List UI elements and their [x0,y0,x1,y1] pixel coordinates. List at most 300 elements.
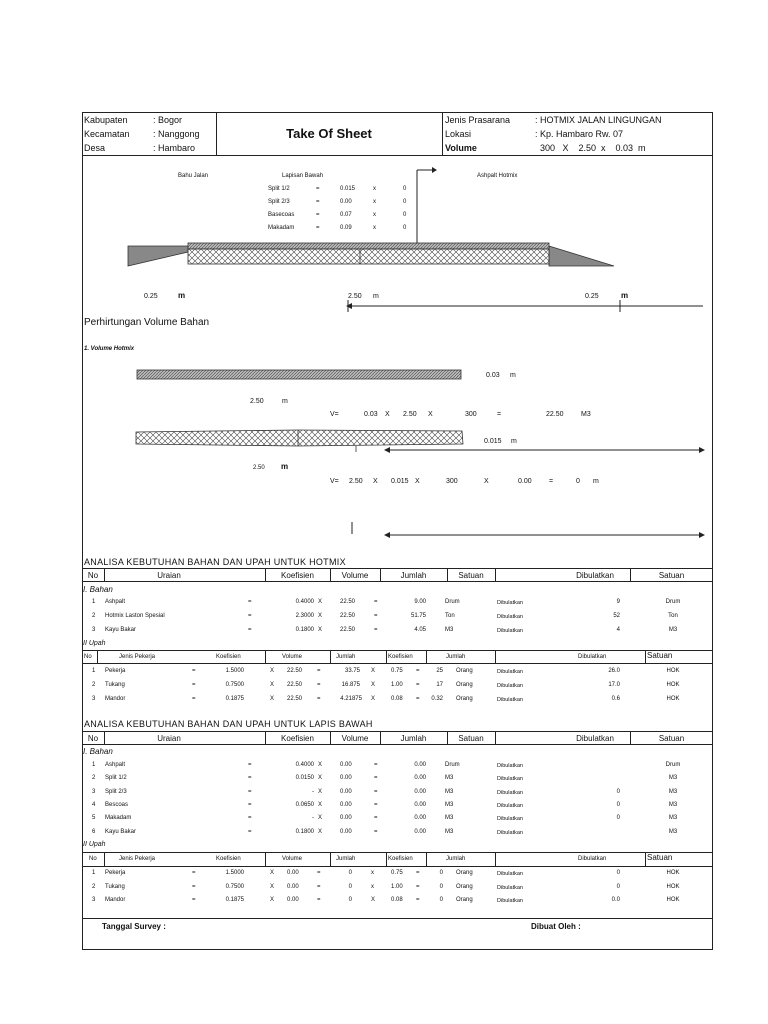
row-vol: 0.00 [340,815,352,822]
rule [495,731,496,744]
row-koef2: 0.08 [391,897,403,903]
rule [82,731,713,732]
row-eq: = [416,870,420,876]
row-koef: 0.7500 [225,682,244,688]
row-eq: = [374,599,378,605]
row-vol: 22.50 [340,613,356,619]
col-header: Uraian [157,734,181,743]
width-1-unit: m [282,398,288,405]
col-header: Jumlah [446,856,466,862]
col-header: Jumlah [400,734,427,743]
row-no: 4 [92,801,96,808]
row-jumlah2: 17 [436,682,443,688]
row-no: 6 [92,828,96,835]
row-satuan2: M3 [668,828,678,835]
row-jumlah: 0.00 [414,762,426,768]
row-jumlah: 9.00 [414,599,426,605]
row-no: 1 [92,762,96,768]
layer-name: Split 1/2 [268,186,290,192]
row-no: 2 [92,775,96,782]
bahan-label: I. Bahan [83,747,113,756]
row-satuan: Orang [456,870,473,876]
col-header: Volume [282,856,303,862]
row-dibulatkan: Dibulatkan [497,802,523,809]
row-dibulatkan: Dibulatkan [497,628,523,634]
row-vol: 0.00 [287,870,299,876]
row-rounded: 9 [616,599,620,605]
row-x: X [318,815,323,822]
row-koef2: 0.75 [391,668,403,674]
width-2-unit: m [281,462,289,471]
dim-right: 0.25 [585,293,599,300]
rule [330,852,331,866]
row-jumlah: 0 [348,883,352,890]
row-eq: = [192,696,196,702]
row-dibulatkan: Dibulatkan [497,898,523,904]
row-eq: = [248,775,252,782]
row-name: Mandor [105,897,126,903]
row-jumlah: 4.05 [414,627,426,633]
row-x: X [318,788,323,795]
layer-x: x [373,225,376,231]
row-eq: = [248,627,252,633]
col-header: Koefisien [281,734,314,743]
rule [82,744,713,745]
dim-mid: 2.50 [348,293,362,300]
row-satuan: M3 [445,815,454,822]
rule [645,852,646,866]
row-name: Split 1/2 [105,775,127,782]
row-vol: 22.50 [287,682,303,688]
rule [82,581,713,582]
row-jumlah2: 0 [439,870,443,876]
row-name: Ashpalt [105,762,126,768]
layer-eq: = [316,199,320,205]
col-header: Volume [341,734,369,743]
row-satuan2: Drum [665,762,681,768]
row-eq: = [317,668,321,674]
row-satuan: M3 [445,801,454,808]
row-koef: 0.0150 [295,775,314,782]
calc-term: X [373,478,378,485]
row-koef2: 1.00 [391,682,403,688]
kabupaten-value: : Bogor [153,115,183,125]
row-eq: = [416,883,420,890]
col-header: Dibulatkan [576,571,614,580]
row-vol: 22.50 [340,627,356,633]
row-rounded: 26.0 [608,668,620,674]
row-name: Makadam [105,815,132,822]
row-no: 2 [92,613,96,619]
row-eq: = [416,696,420,702]
row-vol: 0.00 [340,762,352,768]
row-no: 3 [92,696,96,702]
col-header: Koefisien [216,856,241,862]
row-x: X [318,762,323,768]
rule [330,650,331,663]
row-dibulatkan: Dibulatkan [497,669,523,675]
row-satuan: M3 [445,828,454,835]
row-x: X [371,696,376,702]
row-jumlah: 0.00 [414,815,426,822]
row-rounded: 0 [616,788,620,795]
row-koef: 0.4000 [295,762,314,768]
col-header: Jenis Pekerja [119,856,156,862]
row-satuan: Ton [445,613,455,619]
kabupaten-label: Kabupaten [84,115,128,125]
row-vol: 22.50 [287,696,303,702]
col-header: Dibulatkan [578,654,607,660]
row-satuan2: M3 [668,775,678,782]
row-jumlah: 0.00 [414,788,426,795]
layer-x: x [373,212,376,218]
calc-term: 2.50 [403,411,417,418]
row-satuan: Orang [456,897,473,903]
row-no: 3 [92,627,96,633]
row-x: X [318,801,323,808]
layer-qty: 0 [403,212,407,218]
row-satuan2: HOK [666,883,680,890]
calc-term: 22.50 [546,411,564,418]
desa-label: Desa [84,143,106,153]
kecamatan-value: : Nanggong [153,129,200,139]
row-satuan: M3 [445,627,454,633]
row-satuan2: Ton [668,613,678,619]
col-header: Volume [282,654,303,660]
thickness-1-unit: m [510,372,516,379]
row-eq: = [374,762,378,768]
col-header: Jumlah [336,654,356,660]
section-1-title: ANALISA KEBUTUHAN BAHAN DAN UPAH UNTUK HOTMIX [84,557,346,567]
row-satuan2: M3 [668,815,678,822]
header-divider [82,155,713,156]
volume-label: Volume [445,143,477,153]
col-header: Koefisien [281,571,314,580]
dim-left: 0.25 [144,293,158,300]
row-name: Pekerja [105,668,126,674]
layer-name: Basecoas [268,212,295,218]
layer-eq: = [316,186,320,192]
jenis-value: : HOTMIX JALAN LINGUNGAN [535,115,662,125]
layer-name: Makadam [268,225,295,231]
row-koef2: 0.08 [391,696,403,702]
row-eq: = [248,599,252,605]
upah-label: II Upah [83,640,106,647]
calc-term: M3 [581,411,591,418]
row-dibulatkan: Dibulatkan [497,884,523,891]
row-satuan: Orang [456,696,473,702]
col-header: Satuan [458,734,484,743]
dim-left-unit: m [178,291,186,300]
col-header: No [89,856,97,862]
row-vol: 0.00 [340,801,352,808]
ashpalt-hotmix-label: Ashpalt Hotmix [477,173,518,179]
width-2: 2.50 [253,465,265,471]
row-eq: = [248,801,252,808]
rule [97,650,98,663]
row-koef: 0.1800 [295,627,314,633]
col-header: Satuan [658,734,685,743]
calc-term: V= [330,411,339,418]
rule [386,852,387,866]
row-eq: = [317,870,321,876]
calc-term: X [484,478,489,485]
row-satuan: Orang [456,668,473,674]
col-header: Koefisien [216,654,241,660]
row-rounded: 0 [616,870,620,876]
header-col-divider-2 [442,112,443,155]
row-eq: = [317,682,321,688]
row-vol: 0.00 [340,788,352,795]
tanggal-survey: Tanggal Survey : [102,922,166,931]
row-eq: = [192,668,196,674]
thickness-2: 0.015 [484,438,502,445]
row-jumlah: 0 [348,897,352,903]
col-header: No [84,654,92,660]
document-frame [82,112,713,950]
upah-label: II Upah [83,841,106,848]
calc-term: 300 [446,478,458,485]
row-koef: 1.5000 [225,870,244,876]
row-x: x [371,870,374,876]
row-name: Hotmix Laston Spesial [105,613,165,619]
rule [104,852,105,866]
row-dibulatkan: Dibulatkan [497,789,523,796]
row-x: X [318,599,323,605]
row-x: X [270,696,275,702]
row-vol: 0.00 [287,897,299,903]
col-header: Volume [341,571,369,580]
calc-term: X [428,411,433,418]
rule [645,650,646,663]
rule [426,852,427,866]
volume-value: 300 X 2.50 x 0.03 m [540,143,646,153]
row-dibulatkan: Dibulatkan [497,829,523,836]
row-satuan: Drum [445,762,460,768]
layer-qty: 0 [403,225,407,231]
row-vol: 22.50 [287,668,303,674]
lapisan-bawah-label: Lapisan Bawah [282,173,324,179]
row-koef: 0.1875 [225,696,244,702]
row-name: Pekerja [105,870,126,876]
row-x: X [318,775,323,782]
row-dibulatkan: Dibulatkan [497,600,523,606]
rule [82,663,713,664]
layer-qty: 0 [403,199,407,205]
col-header: Satuan [647,651,673,660]
row-koef: 1.5000 [225,668,244,674]
col-header: No [87,571,99,580]
calc-term: 300 [465,411,477,418]
row-jumlah2: 0.32 [431,696,443,702]
calc-term: 0.00 [518,478,532,485]
col-header: Uraian [157,571,181,580]
volume-subheading: 1. Volume Hotmix [84,346,135,352]
row-eq: = [248,828,252,835]
row-rounded: 0.6 [611,696,620,702]
row-jumlah: 0.00 [414,775,426,782]
row-vol: 22.50 [340,599,356,605]
row-x: X [318,613,323,619]
row-x: X [371,682,376,688]
row-satuan2: Drum [665,599,681,605]
row-koef: 0.1875 [225,897,244,903]
layer-value: 0.015 [340,186,356,192]
row-eq: = [192,897,196,903]
row-no: 1 [92,668,96,674]
row-satuan: Orang [456,883,473,890]
layer-value: 0.00 [340,199,352,205]
row-jumlah2: 0 [439,883,443,890]
rule [426,650,427,663]
row-satuan: M3 [445,775,454,782]
row-eq: = [248,613,252,619]
row-name: Bescoas [105,801,129,808]
row-x: X [270,682,275,688]
row-koef: 2.3000 [295,613,314,619]
dim-mid-unit: m [373,293,379,300]
row-jumlah: 51.75 [410,613,426,619]
row-rounded: 17.0 [608,682,620,688]
rule [265,852,266,866]
row-eq: = [374,788,378,795]
row-dibulatkan: Dibulatkan [497,776,523,783]
row-name: Ashpalt [105,599,126,605]
row-dibulatkan: Dibulatkan [497,871,523,877]
rule [495,568,496,581]
row-name: Tukang [105,682,125,688]
row-no: 1 [92,870,96,876]
row-eq: = [317,696,321,702]
row-eq: = [317,897,321,903]
layer-value: 0.09 [340,225,352,231]
row-rounded: 0 [616,815,620,822]
row-no: 2 [92,682,96,688]
kecamatan-label: Kecamatan [84,129,130,139]
section-2-title: ANALISA KEBUTUHAN BAHAN DAN UPAH UNTUK LAPIS BAWAH [84,719,373,729]
dim-right-unit: m [621,291,629,300]
row-eq: = [192,870,196,876]
row-x: X [270,883,275,890]
col-header: Dibulatkan [576,734,614,743]
row-no: 5 [92,815,96,822]
row-satuan: Orang [456,682,473,688]
row-rounded: 0 [616,801,620,808]
row-satuan: Drum [445,599,460,605]
dibuat-oleh: Dibuat Oleh : [531,922,581,931]
row-eq: = [317,883,321,890]
col-header: Koefisien [388,856,413,862]
thickness-1: 0.03 [486,372,500,379]
volume-heading: Perhirtungan Volume Bahan [84,317,210,328]
row-dibulatkan: Dibulatkan [497,763,523,769]
row-jumlah: 0.00 [414,828,426,835]
calc-term: X [415,478,420,485]
row-vol: 0.00 [340,775,352,782]
rule [495,650,496,663]
jenis-label: Jenis Prasarana [445,115,511,125]
row-x: X [318,828,323,835]
layer-qty: 0 [403,186,407,192]
row-x: X [371,897,376,903]
row-eq: = [374,801,378,808]
row-koef: 0.4000 [295,599,314,605]
row-no: 3 [92,788,96,795]
row-eq: = [374,613,378,619]
row-rounded: 4 [616,627,620,633]
col-header: Jumlah [446,654,466,660]
layer-eq: = [316,225,320,231]
row-satuan2: HOK [666,682,680,688]
row-dibulatkan: Dibulatkan [497,816,523,823]
row-satuan: M3 [445,788,454,795]
bahan-label: I. Bahan [83,585,113,594]
rule [82,866,713,867]
row-eq: = [416,682,420,688]
row-dibulatkan: Dibulatkan [497,697,523,703]
layer-x: x [373,186,376,192]
row-eq: = [248,762,252,768]
col-header: Jumlah [336,856,356,862]
row-eq: = [374,627,378,633]
row-vol: 0.00 [287,883,299,890]
bahu-jalan-label: Bahu Jalan [178,173,209,179]
row-dibulatkan: Dibulatkan [497,614,523,620]
col-header: Satuan [658,571,685,580]
col-header: Jenis Pekerja [119,654,156,660]
col-header: Satuan [458,571,484,580]
row-eq: = [192,883,196,890]
row-satuan2: M3 [668,801,678,808]
row-eq: = [248,788,252,795]
thickness-2-unit: m [511,438,517,445]
row-eq: = [248,815,252,822]
layer-x: x [373,199,376,205]
row-satuan2: HOK [666,870,680,876]
row-eq: = [416,897,420,903]
calc-term: m [593,478,599,485]
width-1: 2.50 [250,398,264,405]
rule [495,852,496,866]
row-jumlah2: 25 [436,668,443,674]
col-header: Jumlah [400,571,427,580]
row-eq: = [374,775,378,782]
row-eq: = [416,668,420,674]
row-jumlah: 0.00 [414,801,426,808]
row-vol: 0.00 [340,828,352,835]
row-jumlah: 4.21875 [340,696,362,702]
calc-term: X [385,411,390,418]
layer-name: Split 2/3 [268,199,290,205]
layer-eq: = [316,212,320,218]
calc-term: 2.50 [349,478,363,485]
row-koef2: 0.75 [391,870,403,876]
row-koef2: 1.00 [391,883,403,890]
row-x: X [371,668,376,674]
row-name: Split 2/3 [105,788,127,795]
rule [82,650,713,651]
row-name: Kayu Bakar [105,828,137,835]
row-x: X [270,668,275,674]
row-name: Tukang [105,883,125,890]
row-rounded: 52 [613,613,620,619]
lokasi-label: Lokasi [445,129,472,139]
calc-term: = [497,411,502,418]
row-no: 3 [92,897,96,903]
rule [386,650,387,663]
row-x: X [270,897,275,903]
row-koef: 0.1800 [295,828,314,835]
